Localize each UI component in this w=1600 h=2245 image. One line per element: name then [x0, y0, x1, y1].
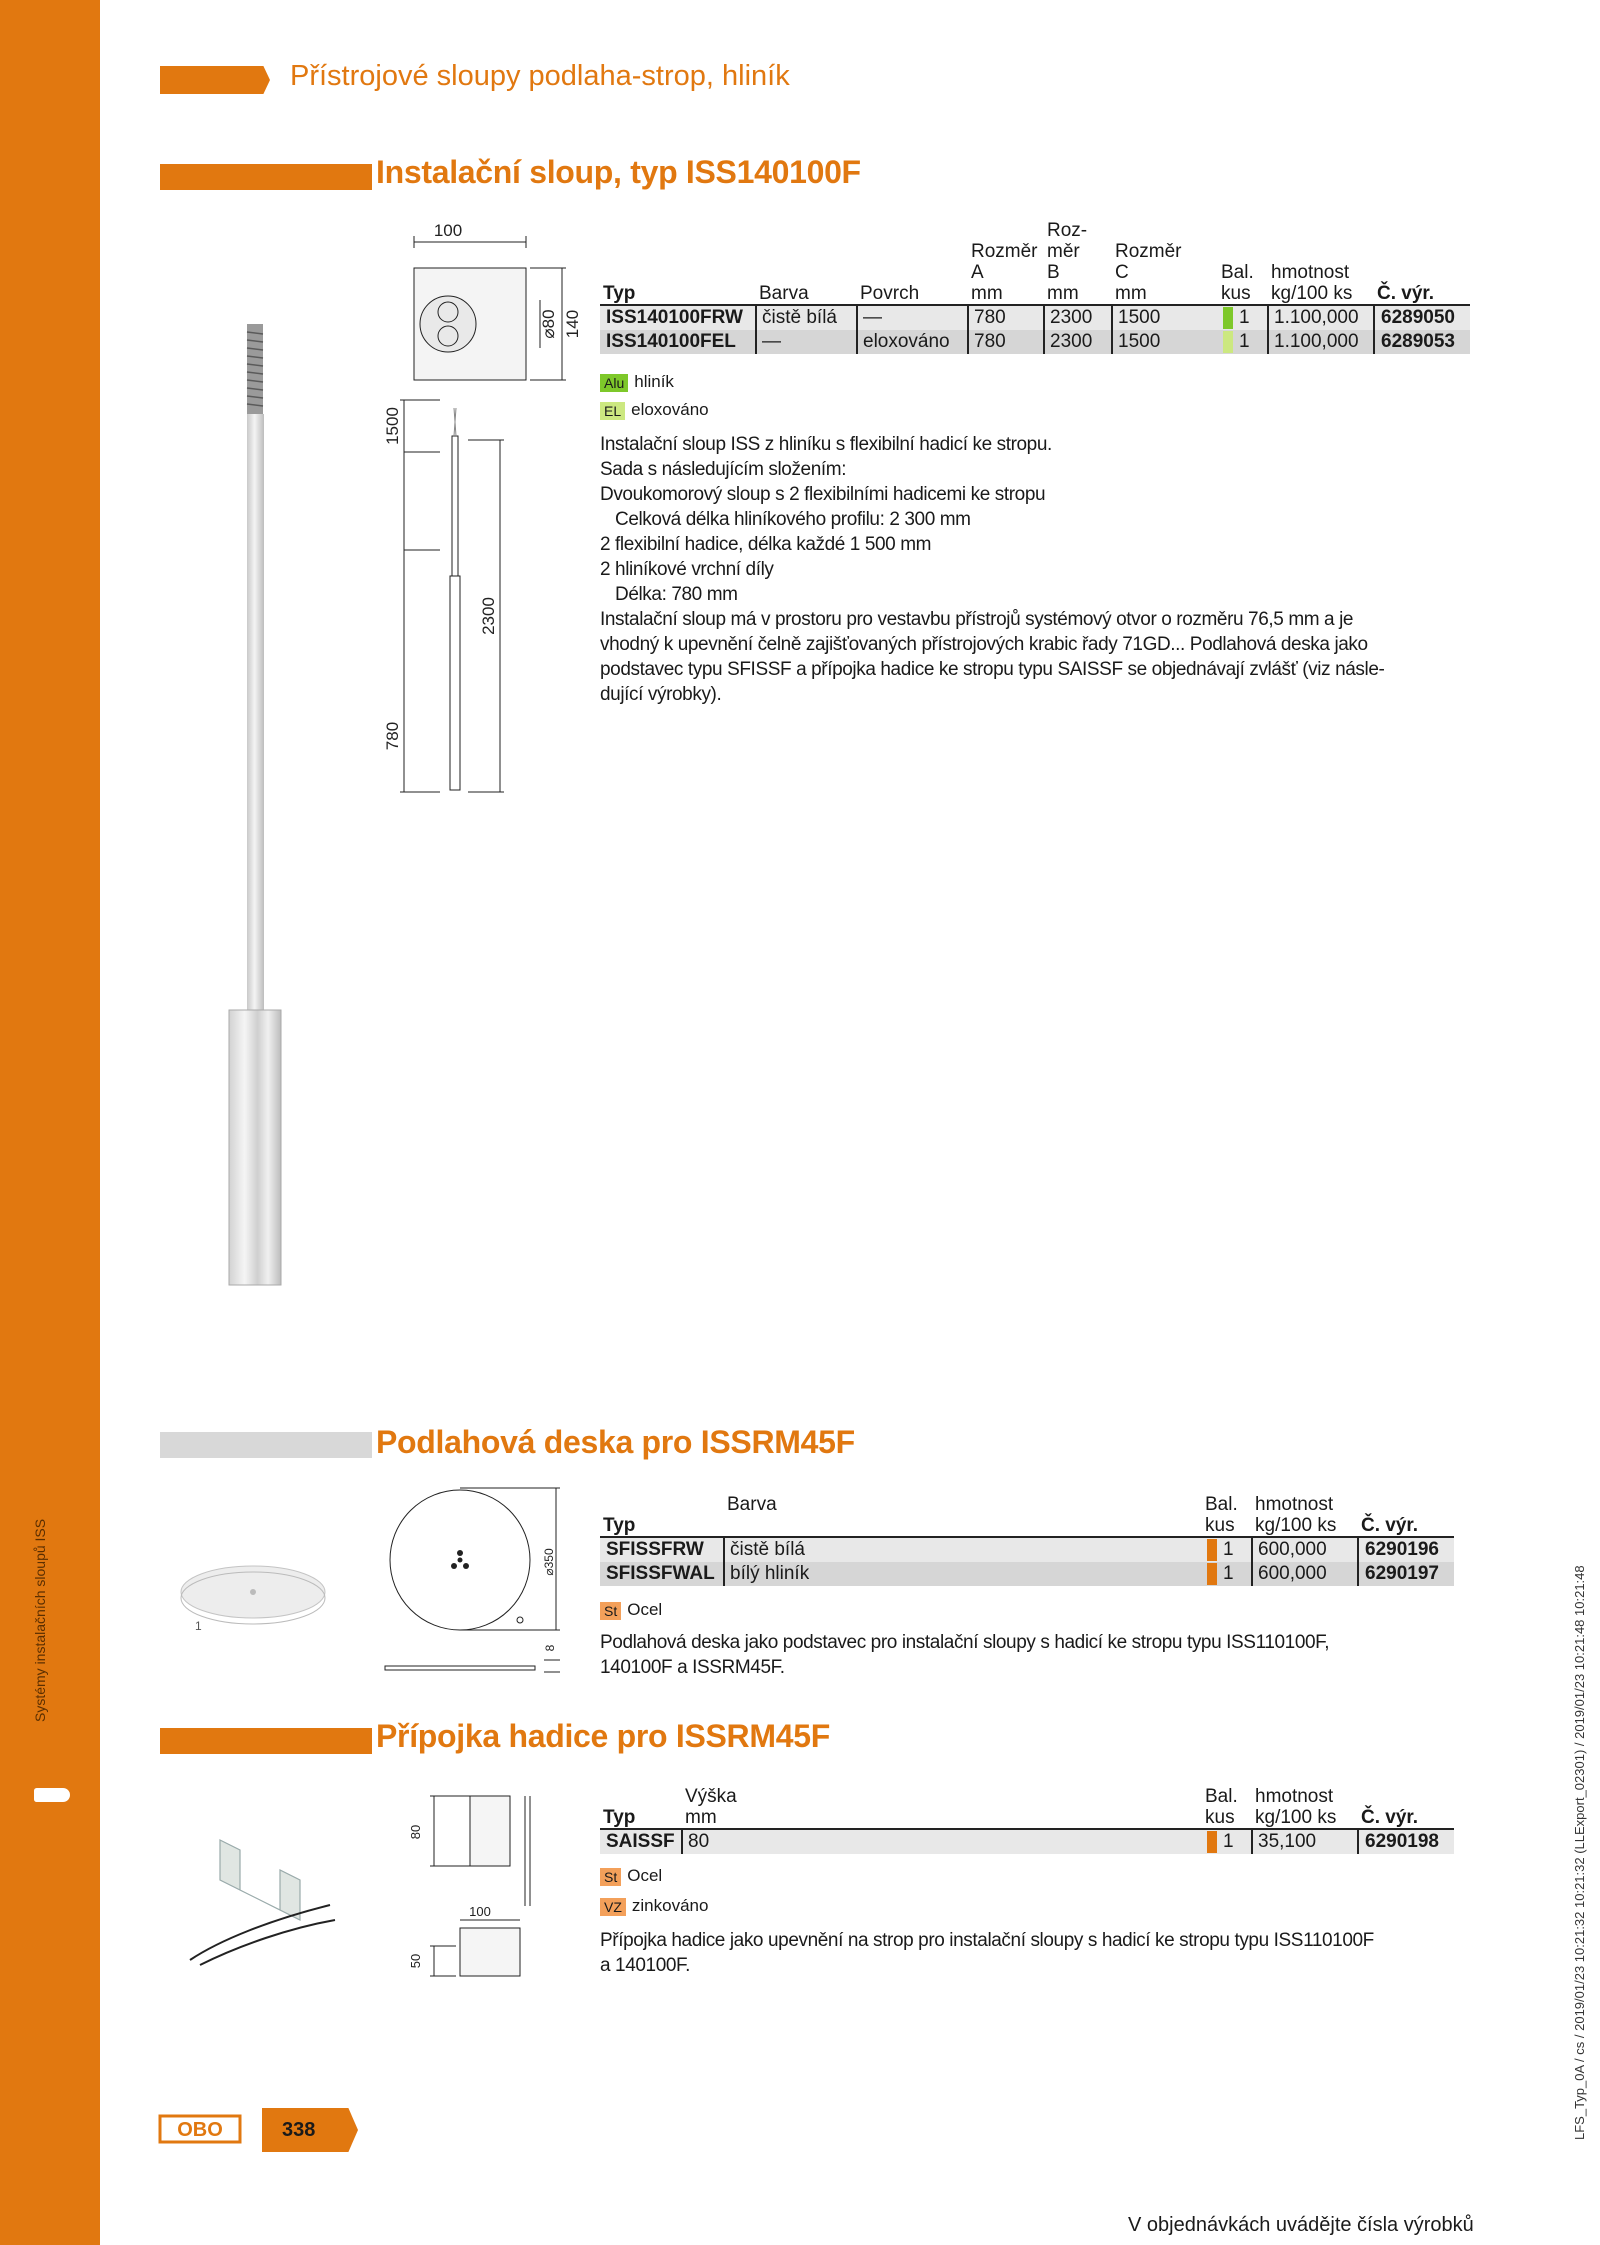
dim-diameter-350: ⌀350: [542, 1548, 556, 1576]
floor-plate-technical-drawing: [380, 1480, 580, 1680]
table-row: [600, 1829, 1454, 1854]
cell-hmotnost: 600,000: [1252, 1562, 1358, 1586]
description-line: a 140100F.: [600, 1955, 691, 1976]
obo-logo: [160, 2116, 240, 2142]
section-title-pripojka-hadice: Přípojka hadice pro ISSRM45F: [376, 1718, 830, 1754]
description-line: Instalační sloup má v prostoru pro vestavbu přístrojů systémový otvor o rozměru 76,5 mm a je: [600, 609, 1354, 630]
hose-connector-product-image: [180, 1810, 340, 1970]
header-line: Roz-: [1047, 220, 1088, 241]
description-line: vhodný k upevnění čelně zajišťovaných přístrojových krabic řady 71GD... Podlahová deska jako: [600, 634, 1368, 655]
cell-cislo: 6290197: [1358, 1562, 1454, 1586]
sidebar-strip: [0, 0, 100, 2245]
header-line: Rozměr: [1115, 241, 1182, 262]
col-header-povrch: Povrch: [857, 220, 968, 305]
material-marker: [1207, 1831, 1217, 1853]
product-table-saissf: [600, 1786, 1454, 1854]
col-header-hmotnost: [1268, 220, 1374, 305]
sidebar-label: Systémy instalačních sloupů ISS: [32, 1518, 48, 1722]
description-iss140100f: [600, 432, 1384, 707]
section-title-podlahova-deska: Podlahová deska pro ISSRM45F: [376, 1424, 855, 1460]
section-title-iss140100f: Instalační sloup, typ ISS140100F: [376, 154, 861, 190]
cell-bal-value: 1: [1239, 331, 1250, 352]
col-header-hmotnost: [1252, 1494, 1358, 1537]
col-header-typ: [600, 1786, 682, 1829]
legend-el: [600, 400, 709, 420]
col-header-rozmer-b: [1044, 220, 1112, 305]
description-line: Sada s následujícím složením:: [600, 459, 847, 480]
table-row: [600, 1562, 1454, 1586]
hose-connector-technical-drawing: [400, 1786, 580, 1986]
header-line: A: [971, 262, 984, 283]
header-line: Č. výr.: [1361, 1515, 1419, 1536]
col-header-vyska: [682, 1786, 1202, 1829]
cell-bal: [1202, 1537, 1252, 1562]
export-metadata: LFS_Typ_0A / cs / 2019/01/23 10:21:32 10:21:32 (LLExport_02301) / 2019/01/23 10:21:48 10:21:48: [1572, 1565, 1587, 2140]
cell-barva: čistě bílá: [756, 305, 857, 330]
legend-label: Ocel: [627, 1600, 663, 1619]
column-product-image: [225, 320, 295, 1290]
header-tab-marker: [160, 66, 270, 94]
section-marker: [160, 164, 372, 190]
col-header-bal: [1202, 1786, 1252, 1829]
cell-bal: [1202, 1829, 1252, 1854]
cell-bal-value: 1: [1223, 1563, 1234, 1584]
legend-tag: St: [600, 1602, 621, 1620]
cell-typ: SFISSFWAL: [600, 1562, 724, 1586]
cell-povrch: eloxováno: [857, 330, 968, 354]
header-line: Barva: [727, 1494, 777, 1515]
header-line: Bal.: [1205, 1494, 1238, 1515]
header-line: Bal.: [1221, 262, 1254, 283]
legend-vz: [600, 1896, 708, 1916]
cell-bal: [1218, 305, 1268, 330]
material-marker: [1207, 1539, 1217, 1561]
cell-barva: —: [756, 330, 857, 354]
col-header-cislo: Č. výr.: [1374, 220, 1470, 305]
dim-2300: 2300: [479, 597, 498, 635]
header-line: Typ: [603, 1807, 636, 1828]
cell-bal: [1202, 1562, 1252, 1586]
header-line: Č. výr.: [1361, 1807, 1419, 1828]
legend-alu: [600, 372, 674, 392]
description-line: dující výrobky).: [600, 684, 722, 705]
logo-text: OBO: [177, 2119, 223, 2141]
col-header-bal: [1218, 220, 1268, 305]
legend-label: hliník: [634, 372, 674, 391]
header-line: hmotnost: [1255, 1494, 1334, 1515]
cell-hmotnost: 600,000: [1252, 1537, 1358, 1562]
column-icon: [34, 1788, 70, 1802]
header-line: Výška: [685, 1786, 737, 1807]
product-table-iss140100f: [600, 220, 1470, 354]
description-line: Podlahová deska jako podstavec pro instalační sloupy s hadicí ke stropu typu ISS110100F,: [600, 1632, 1330, 1653]
cell-rozmer-a: 780: [968, 305, 1044, 330]
legend-tag: St: [600, 1868, 621, 1886]
header-line: Rozměr: [971, 241, 1038, 262]
cell-hmotnost: 1.100,000: [1268, 330, 1374, 354]
col-header-typ: [600, 1494, 724, 1537]
cell-typ: ISS140100FRW: [600, 305, 756, 330]
dim-780: 780: [383, 721, 402, 751]
col-header-barva: Barva: [756, 220, 857, 305]
section-marker: [160, 1728, 372, 1754]
cell-cislo: 6289053: [1374, 330, 1470, 354]
cell-cislo: 6289050: [1374, 305, 1470, 330]
cell-typ: ISS140100FEL: [600, 330, 756, 354]
cell-rozmer-b: 2300: [1044, 330, 1112, 354]
header-line: Bal.: [1205, 1786, 1238, 1807]
cell-rozmer-b: 2300: [1044, 305, 1112, 330]
legend-st: [600, 1600, 662, 1620]
legend-label: Ocel: [627, 1866, 663, 1885]
legend-tag: Alu: [600, 374, 628, 392]
description-line: Celková délka hliníkového profilu: 2 300 mm: [615, 509, 971, 530]
description-line: 140100F a ISSRM45F.: [600, 1657, 785, 1678]
header-line: mm: [685, 1807, 717, 1828]
cell-hmotnost: 1.100,000: [1268, 305, 1374, 330]
cell-rozmer-a: 780: [968, 330, 1044, 354]
page-title: Přístrojové sloupy podlaha-strop, hliník: [290, 60, 790, 92]
cell-povrch: —: [857, 305, 968, 330]
header-line: kus: [1221, 283, 1251, 304]
col-header-cislo: [1358, 1786, 1454, 1829]
header-line: mm: [971, 283, 1003, 304]
material-marker: [1223, 307, 1233, 329]
col-header-cislo: [1358, 1494, 1454, 1537]
legend-tag: EL: [600, 402, 625, 420]
dim-1500: 1500: [383, 407, 402, 445]
legend-st: [600, 1866, 662, 1886]
description-line: Instalační sloup ISS z hliníku s flexibilní hadicí ke stropu.: [600, 434, 1052, 455]
dim-diameter-80: ⌀80: [539, 309, 558, 339]
description-line: Délka: 780 mm: [615, 584, 738, 605]
header-line: měr: [1047, 241, 1080, 262]
description-saissf: [600, 1928, 1374, 1978]
cell-vyska: 80: [682, 1829, 1202, 1854]
description-sfissf: [600, 1630, 1329, 1680]
cell-bal-value: 1: [1223, 1831, 1234, 1852]
cell-hmotnost: 35,100: [1252, 1829, 1358, 1854]
cell-bal-value: 1: [1239, 307, 1250, 328]
table-row: [600, 330, 1470, 354]
dim-140: 140: [563, 309, 582, 339]
legend-tag: VZ: [600, 1898, 626, 1916]
table-row: [600, 1537, 1454, 1562]
cell-rozmer-c: 1500: [1112, 305, 1218, 330]
cell-bal: [1218, 330, 1268, 354]
material-marker: [1223, 331, 1233, 353]
dim-100: 100: [469, 1904, 491, 1919]
col-header-bal: [1202, 1494, 1252, 1537]
section-marker: [160, 1432, 372, 1458]
header-line: mm: [1047, 283, 1079, 304]
description-line: 2 hliníkové vrchní díly: [600, 559, 774, 580]
col-header-rozmer-c: [1112, 220, 1218, 305]
header-line: kus: [1205, 1515, 1235, 1536]
header-line: Typ: [603, 1515, 636, 1536]
cell-cislo: 6290196: [1358, 1537, 1454, 1562]
header-line: kg/100 ks: [1271, 283, 1353, 304]
header-line: hmotnost: [1271, 262, 1350, 283]
description-line: Přípojka hadice jako upevnění na strop pro instalační sloupy s hadicí ke stropu typu ISS110100F: [600, 1930, 1374, 1951]
material-marker: [1207, 1563, 1217, 1585]
header-line: kus: [1205, 1807, 1235, 1828]
column-technical-drawing: [380, 220, 580, 810]
cell-barva: bílý hliník: [724, 1562, 1202, 1586]
cell-cislo: 6290198: [1358, 1829, 1454, 1854]
header-line: mm: [1115, 283, 1147, 304]
floor-plate-product-image: [175, 1550, 335, 1640]
description-line: Dvoukomorový sloup s 2 flexibilními hadicemi ke stropu: [600, 484, 1046, 505]
col-header-typ: Typ: [600, 220, 756, 305]
description-line: 2 flexibilní hadice, délka každé 1 500 mm: [600, 534, 932, 555]
footer-note: V objednávkách uvádějte čísla výrobků: [1128, 2214, 1474, 2236]
header-line: kg/100 ks: [1255, 1807, 1337, 1828]
product-table-sfissf: [600, 1494, 1454, 1586]
col-header-rozmer-a: [968, 220, 1044, 305]
table-row: [600, 305, 1470, 330]
legend-label: zinkováno: [631, 1896, 709, 1915]
dim-80: 80: [408, 1824, 423, 1840]
dim-8: 8: [543, 1644, 557, 1652]
description-line: podstavec typu SFISSF a přípojka hadice ke stropu typu SAISSF se objednávají zvlášť (viz násle-: [600, 659, 1385, 680]
header-line: hmotnost: [1255, 1786, 1334, 1807]
cell-rozmer-c: 1500: [1112, 330, 1218, 354]
page-number: 338: [282, 2119, 316, 2141]
cell-typ: SFISSFRW: [600, 1537, 724, 1562]
cell-bal-value: 1: [1223, 1539, 1234, 1560]
cell-barva: čistě bílá: [724, 1537, 1202, 1562]
header-line: C: [1115, 262, 1129, 283]
dim-100: 100: [433, 221, 463, 240]
legend-label: eloxováno: [631, 400, 709, 419]
col-header-barva: [724, 1494, 1202, 1537]
header-line: B: [1047, 262, 1060, 283]
header-line: kg/100 ks: [1255, 1515, 1337, 1536]
col-header-hmotnost: [1252, 1786, 1358, 1829]
cell-typ: SAISSF: [600, 1829, 682, 1854]
photo-label: 1: [195, 1619, 202, 1633]
dim-50: 50: [408, 1953, 423, 1969]
